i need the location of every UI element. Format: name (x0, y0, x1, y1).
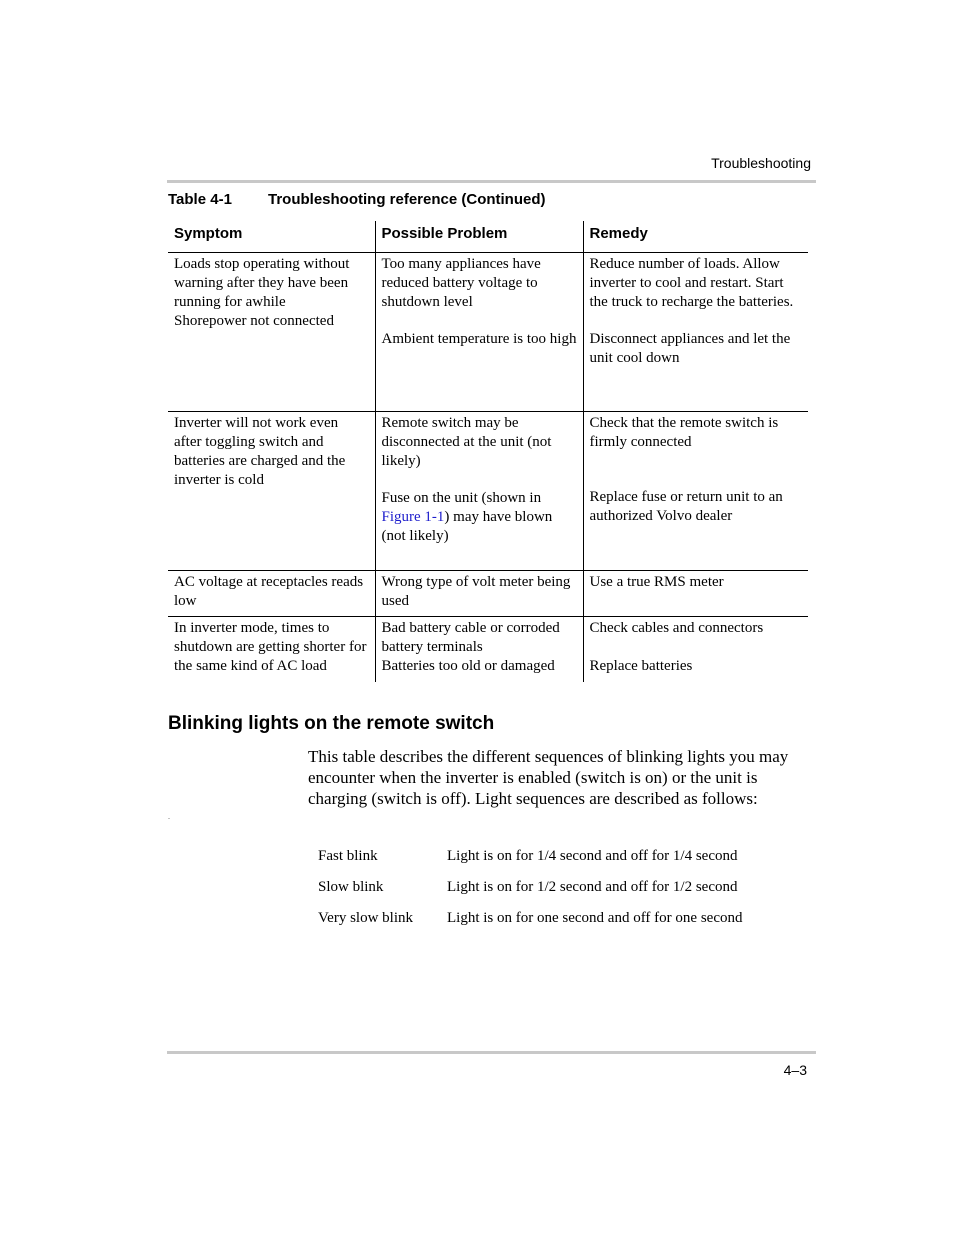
list-item (318, 879, 742, 910)
running-header: Troubleshooting (711, 155, 811, 171)
section-heading: Blinking lights on the remote switch (168, 713, 495, 734)
figure-link[interactable]: Figure 1-1 (381, 509, 445, 525)
table-row (168, 412, 808, 571)
remedy-cell (583, 617, 808, 682)
symptom-text: Inverter will not work even after toggling switch and batteries are charged and the inverter is cold (174, 415, 346, 488)
blink-definition: Light is on for 1/4 second and off for 1/4 second (447, 848, 738, 864)
list-item (318, 848, 742, 879)
problem-cell: Wrong type of volt meter being used (375, 571, 583, 617)
symptom-text: Loads stop operating without warning after they have been running for awhile (174, 256, 350, 310)
problem-text: Remote switch may be disconnected at the unit (not likely) (381, 415, 552, 469)
blink-definition: Light is on for one second and off for one second (447, 910, 743, 926)
problem-text: Batteries too old or damaged (381, 658, 555, 674)
section-intro: This table describes the different sequences of blinking lights you may encounter when the inverter is enabled (switch is on) or the unit is charging (switch is off). Light sequences are described as follows: (308, 747, 789, 808)
stray-marker: . (168, 812, 170, 821)
column-header-remedy: Remedy (583, 221, 808, 253)
remedy-text: Disconnect appliances and let the unit cool down (589, 331, 791, 366)
blink-sequence-list (318, 848, 742, 941)
remedy-cell: Use a true RMS meter (583, 571, 808, 617)
problem-cell (375, 412, 583, 571)
blink-definition: Light is on for 1/2 second and off for 1/2 second (447, 879, 738, 895)
symptom-cell: AC voltage at receptacles reads low (168, 571, 375, 617)
problem-cell (375, 617, 583, 682)
problem-text: Bad battery cable or corroded battery terminals (381, 620, 560, 655)
problem-cell (375, 253, 583, 412)
table-header-row (168, 221, 808, 253)
remedy-text: Check cables and connectors (589, 620, 764, 636)
page-number: 4–3 (783, 1062, 807, 1078)
symptom-cell (168, 253, 375, 412)
table-row (168, 617, 808, 682)
symptom-text: Shorepower not connected (174, 313, 334, 329)
remedy-text: Replace fuse or return unit to an authorized Volvo dealer (589, 489, 783, 524)
table-row (168, 571, 808, 617)
problem-text: ) may have blown (not likely) (381, 509, 553, 544)
problem-text: Fuse on the unit (shown in (381, 490, 542, 506)
problem-text: Ambient temperature is too high (381, 331, 577, 347)
remedy-cell (583, 412, 808, 571)
blink-term: Very slow blink (318, 910, 413, 926)
footer-rule (167, 1051, 816, 1054)
remedy-cell (583, 253, 808, 412)
remedy-text: Replace batteries (589, 658, 693, 674)
symptom-cell (168, 412, 375, 571)
blink-term: Slow blink (318, 879, 384, 895)
table-caption (168, 191, 546, 208)
list-item (318, 910, 742, 941)
table-caption-number: Table 4-1 (168, 191, 232, 208)
column-header-problem: Possible Problem (375, 221, 583, 253)
remedy-text: Check that the remote switch is firmly connected (589, 415, 779, 450)
table-caption-title: Troubleshooting reference (Continued) (268, 191, 546, 208)
symptom-cell: In inverter mode, times to shutdown are getting shorter for the same kind of AC load (174, 620, 367, 674)
table-row (168, 253, 808, 412)
column-header-symptom: Symptom (168, 221, 375, 253)
troubleshooting-table (168, 221, 808, 682)
remedy-text: Reduce number of loads. Allow inverter to cool and restart. Start the truck to recharge the batteries. (589, 256, 794, 310)
problem-text: Too many appliances have reduced battery voltage to shutdown level (381, 256, 541, 310)
header-rule (167, 180, 816, 183)
blink-term: Fast blink (318, 848, 378, 864)
